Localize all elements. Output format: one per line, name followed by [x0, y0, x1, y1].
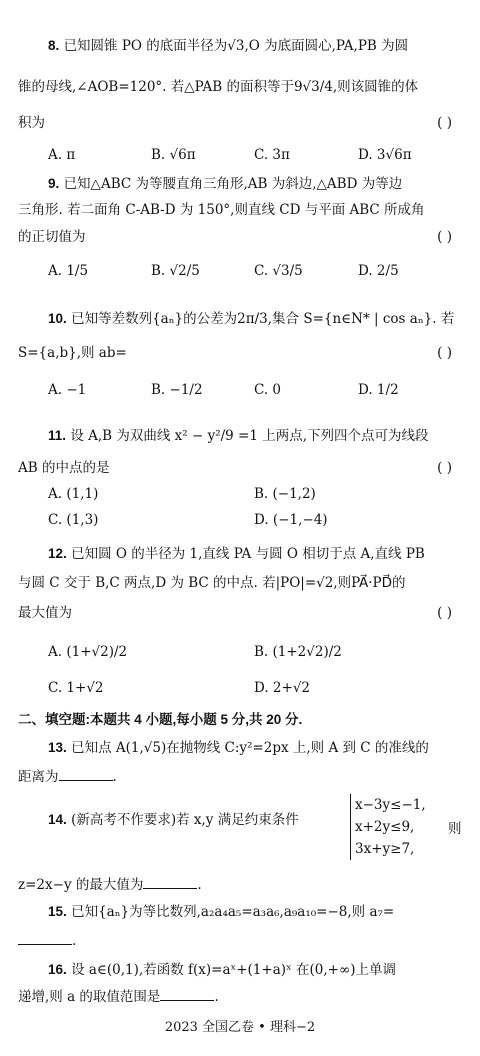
question-text: 的正切值为	[18, 229, 86, 245]
question-9-line2: 三角形. 若二面角 C-AB-D 为 150°,则直线 CD 与平面 ABC 所成角	[18, 202, 425, 218]
question-8	[18, 32, 466, 60]
question-text: 递增,则 a 的取值范围是	[18, 989, 161, 1005]
question-number: 15.	[48, 904, 67, 919]
option-b: B. √6π	[151, 147, 196, 163]
option-c: C. 3π	[254, 147, 290, 163]
question-13	[18, 734, 466, 762]
question-number: 14.	[48, 812, 67, 827]
options-row	[48, 486, 468, 510]
question-text: .	[214, 989, 219, 1005]
question-number: 16.	[48, 962, 67, 977]
question-text: 已知圆 O 的半径为 1,直线 PA 与圆 O 相切于点 A,直线 PB	[71, 546, 425, 562]
options-row	[48, 644, 468, 668]
option-d: D. 2+√2	[254, 680, 311, 696]
question-9-line3	[18, 224, 466, 251]
question-14-line2	[18, 872, 466, 899]
answer-blank[interactable]	[59, 767, 113, 781]
question-12	[18, 540, 466, 568]
question-number: 13.	[48, 740, 67, 755]
option-d: D. 3√6π	[358, 147, 412, 163]
question-text: 已知等差数列{aₙ}的公差为2π/3,集合 S={n∈N* | cos aₙ}. 若	[71, 311, 455, 327]
options-row	[48, 512, 468, 536]
question-text: AB 的中点的是	[18, 460, 110, 476]
question-number: 9.	[48, 176, 60, 191]
constraint-2: x+2y≤9,	[355, 819, 415, 835]
question-16-line2	[18, 984, 466, 1011]
option-c: C. 1+√2	[48, 680, 104, 696]
option-a: A. 1/5	[48, 263, 89, 279]
question-text: 已知点 A(1,√5)在抛物线 C:y²=2px 上,则 A 到 C 的准线的	[71, 740, 429, 756]
question-text: 设 A,B 为双曲线 x² − y²/9 =1 上两点,下列四个点可为线段	[70, 428, 429, 444]
answer-paren: ( )	[437, 460, 452, 476]
question-text: 最大值为	[18, 605, 72, 621]
question-text: 已知△ABC 为等腰直角三角形,AB 为斜边,△ABD 为等边	[63, 176, 403, 192]
question-number: 10.	[48, 311, 67, 326]
question-number: 11.	[48, 428, 67, 443]
option-b: B. (1+2√2)/2	[254, 644, 342, 660]
question-text: z=2x−y 的最大值为	[18, 877, 144, 893]
answer-blank[interactable]	[18, 931, 72, 945]
option-a: A. π	[48, 147, 76, 163]
constraint-brace	[350, 794, 426, 860]
page-footer: 2023 全国乙卷 • 理科−2	[164, 1020, 316, 1035]
answer-paren: ( )	[437, 605, 452, 621]
answer-paren: ( )	[437, 345, 452, 361]
option-b: B. √2/5	[151, 263, 200, 279]
constraint-1: x−3y≤−1,	[355, 797, 426, 813]
option-c: C. √3/5	[254, 263, 303, 279]
question-8-line2: 锥的母线,∠AOB=120°. 若△PAB 的面积等于9√3/4,则该圆锥的体	[18, 79, 419, 95]
options-row	[48, 680, 468, 704]
question-text: .	[72, 933, 77, 949]
question-11	[18, 422, 466, 450]
question-15-line2	[18, 928, 466, 955]
answer-paren: ( )	[437, 115, 452, 131]
question-16	[18, 956, 466, 984]
option-a: A. −1	[48, 382, 87, 398]
question-text: 已知{aₙ}为等比数列,a₂a₄a₅=a₃a₆,a₉a₁₀=−8,则 a₇=	[71, 904, 395, 920]
option-d: D. (−1,−4)	[254, 512, 328, 528]
question-text: 距离为	[18, 769, 59, 785]
question-12-line2: 与圆 C 交于 B,C 两点,D 为 BC 的中点. 若|PO|=√2,则PA⃗·PD⃗的	[18, 575, 406, 591]
question-text: .	[112, 769, 117, 785]
question-number: 12.	[48, 546, 67, 561]
option-a: A. (1,1)	[48, 486, 99, 502]
question-number: 8.	[48, 38, 60, 53]
answer-paren: ( )	[437, 229, 452, 245]
question-text: 已知圆锥 PO 的底面半径为√3,O 为底面圆心,PA,PB 为圆	[63, 38, 409, 54]
question-12-line3	[18, 600, 466, 627]
question-text: 积为	[18, 115, 45, 131]
options-row	[48, 382, 468, 406]
option-d: D. 2/5	[358, 263, 399, 279]
option-a: A. (1+√2)/2	[48, 644, 128, 660]
question-9	[18, 170, 466, 198]
option-b: B. −1/2	[151, 382, 203, 398]
option-b: B. (−1,2)	[254, 486, 316, 502]
section-heading: 二、填空题:本题共 4 小题,每小题 5 分,共 20 分.	[18, 712, 303, 727]
answer-blank[interactable]	[160, 987, 214, 1001]
question-10-line2	[18, 340, 466, 367]
question-11-line2	[18, 455, 466, 482]
question-13-line2	[18, 764, 466, 791]
option-d: D. 1/2	[358, 382, 399, 398]
question-10	[18, 305, 466, 333]
question-15	[18, 898, 466, 926]
question-8-line3	[18, 110, 466, 137]
question-text: 设 a∈(0,1),若函数 f(x)=aˣ+(1+a)ˣ 在(0,+∞)上单调	[71, 962, 397, 978]
options-row	[48, 263, 468, 287]
option-c: C. (1,3)	[48, 512, 99, 528]
constraint-3: 3x+y≥7,	[355, 841, 415, 857]
constraint-system	[350, 794, 426, 860]
question-text: .	[197, 877, 202, 893]
question-text: S={a,b},则 ab=	[18, 345, 127, 361]
options-row	[48, 147, 468, 171]
option-c: C. 0	[254, 382, 282, 398]
question-text: (新高考不作要求)若 x,y 满足约束条件	[71, 812, 299, 828]
answer-blank[interactable]	[143, 875, 197, 889]
question-text: 则	[448, 821, 462, 837]
